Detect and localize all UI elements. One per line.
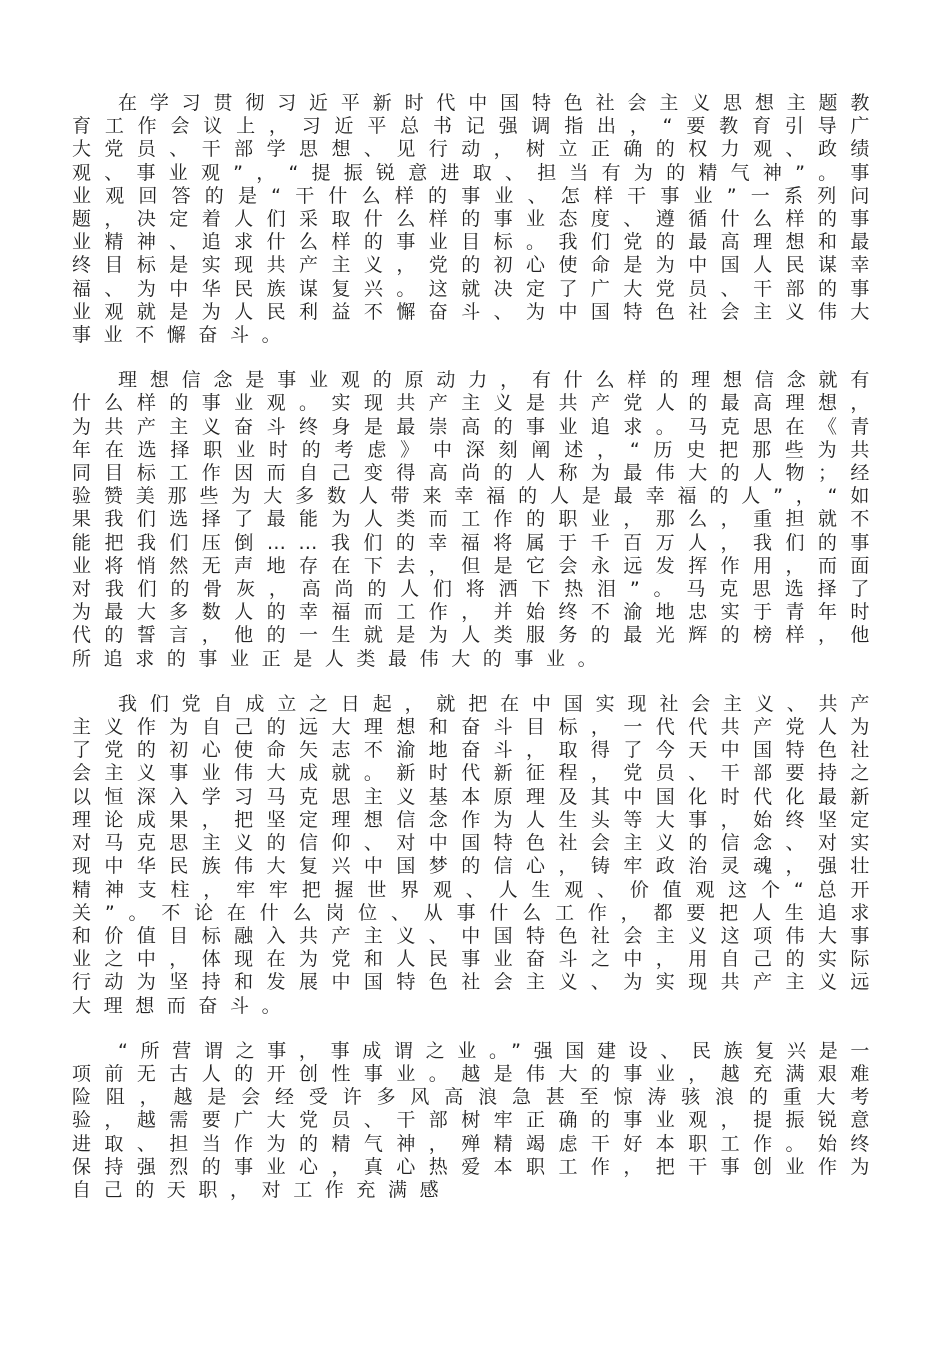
- paragraph-1: 在学习贯彻习近平新时代中国特色社会主义思想主题教育工作会议上，习近平总书记强调指出，“要教育引导广大党员、干部学思想、见行动，树立正确的权力观、政绩观、事业观”，“提振锐意进取、担当有为的精气神”。事业观回答的是“干什么样的事业、怎样干事业”一系列问题，决定着人们采取什么样的事业态度、遵循什么样的事业精神、追求什么样的事业目标。我们党的最高理想和最终目标是实现共产主义，党的初心使命是为中国人民谋幸福、为中华民族谋复兴。这就决定了广大党员、干部的事业观就是为人民利益不懈奋斗、为中国特色社会主义伟大事业不懈奋斗。: [72, 92, 882, 347]
- paragraph-4: “所营谓之事，事成谓之业。”强国建设、民族复兴是一项前无古人的开创性事业。越是伟大的事业，越充满艰难险阻，越是会经受许多风高浪急甚至惊涛骇浪的重大考验，越需要广大党员、干部树牢正确的事业观，提振锐意进取、担当作为的精气神，殚精竭虑干好本职工作。始终保持强烈的事业心，真心热爱本职工作，把干事创业作为自己的天职，对工作充满感: [72, 1039, 882, 1201]
- paragraph-3: 我们党自成立之日起，就把在中国实现社会主义、共产主义作为自己的远大理想和奋斗目标，一代代共产党人为了党的初心使命矢志不渝地奋斗，取得了今天中国特色社会主义事业伟大成就。新时代新征程，党员、干部要持之以恒深入学习马克思主义基本原理及其中国化时代化最新理论成果，把坚定理想信念作为人生头等大事，始终坚定对马克思主义的信仰、对中国特色社会主义的信念、对实现中华民族伟大复兴中国梦的信心，铸牢政治灵魂，强壮精神支柱，牢牢把握世界观、人生观、价值观这个“总开关”。不论在什么岗位、从事什么工作，都要把人生追求和价值目标融入共产主义、中国特色社会主义这项伟大事业之中，体现在为党和人民事业奋斗之中，用自己的实际行动为坚持和发展中国特色社会主义、为实现共产主义远大理想而奋斗。: [72, 692, 882, 1017]
- article-body: [72, 92, 882, 1202]
- paragraph-2: 理想信念是事业观的原动力，有什么样的理想信念就有什么样的事业观。实现共产主义是共产党人的最高理想，为共产主义奋斗终身是最崇高的事业追求。马克思在《青年在选择职业时的考虑》中深刻阐述，“历史把那些为共同目标工作因而自己变得高尚的人称为最伟大的人物；经验赞美那些为大多数人带来幸福的人是最幸福的人”，“如果我们选择了最能为人类而工作的职业，那么，重担就不能把我们压倒……我们的幸福将属于千百万人，我们的事业将悄然无声地存在下去，但是它会永远发挥作用，而面对我们的骨灰，高尚的人们将洒下热泪”。马克思选择了为最大多数人的幸福而工作，并始终不渝地忠实于青年时代的誓言，他的一生就是为人类服务的最光辉的榜样，他所追求的事业正是人类最伟大的事业。: [72, 369, 882, 670]
